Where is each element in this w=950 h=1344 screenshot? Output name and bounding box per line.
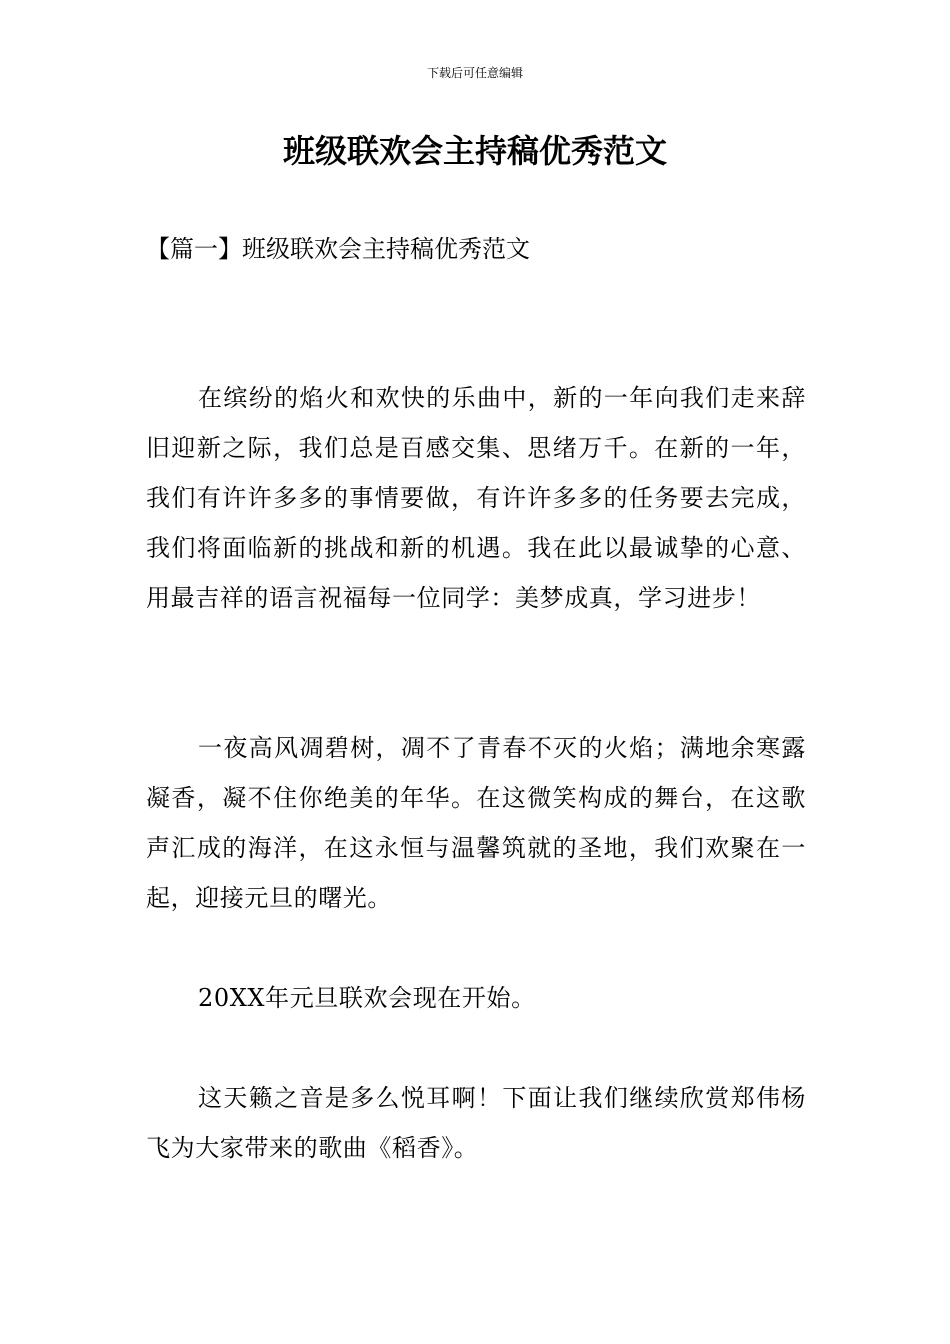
section-heading: 【篇一】班级联欢会主持稿优秀范文 xyxy=(146,235,530,263)
paragraph-2: 一夜高风凋碧树，凋不了青春不灭的火焰；满地余寒露凝香，凝不住你绝美的年华。在这微笑构成的舞台，在这歌声汇成的海洋，在这永恒与温馨筑就的圣地，我们欢聚在一起，迎接元旦的曙光。 xyxy=(146,734,806,912)
document-title: 班级联欢会主持稿优秀范文 xyxy=(282,132,667,170)
paragraph-3: 20XX年元旦联欢会现在开始。 xyxy=(198,984,536,1012)
paragraph-4: 这天籁之音是多么悦耳啊！下面让我们继续欣赏郑伟杨飞为大家带来的歌曲《稻香》。 xyxy=(146,1084,806,1162)
paragraph-1: 在缤纷的焰火和欢快的乐曲中，新的一年向我们走来辞旧迎新之际，我们总是百感交集、思绪万千。在新的一年，我们有许许多多的事情要做，有许许多多的任务要去完成，我们将面临新的挑战和新的机遇。我在此以最诚挚的心意、用最吉祥的语言祝福每一位同学：美梦成真，学习进步！ xyxy=(146,384,806,612)
header-note: 下载后可任意编辑 xyxy=(426,66,523,80)
